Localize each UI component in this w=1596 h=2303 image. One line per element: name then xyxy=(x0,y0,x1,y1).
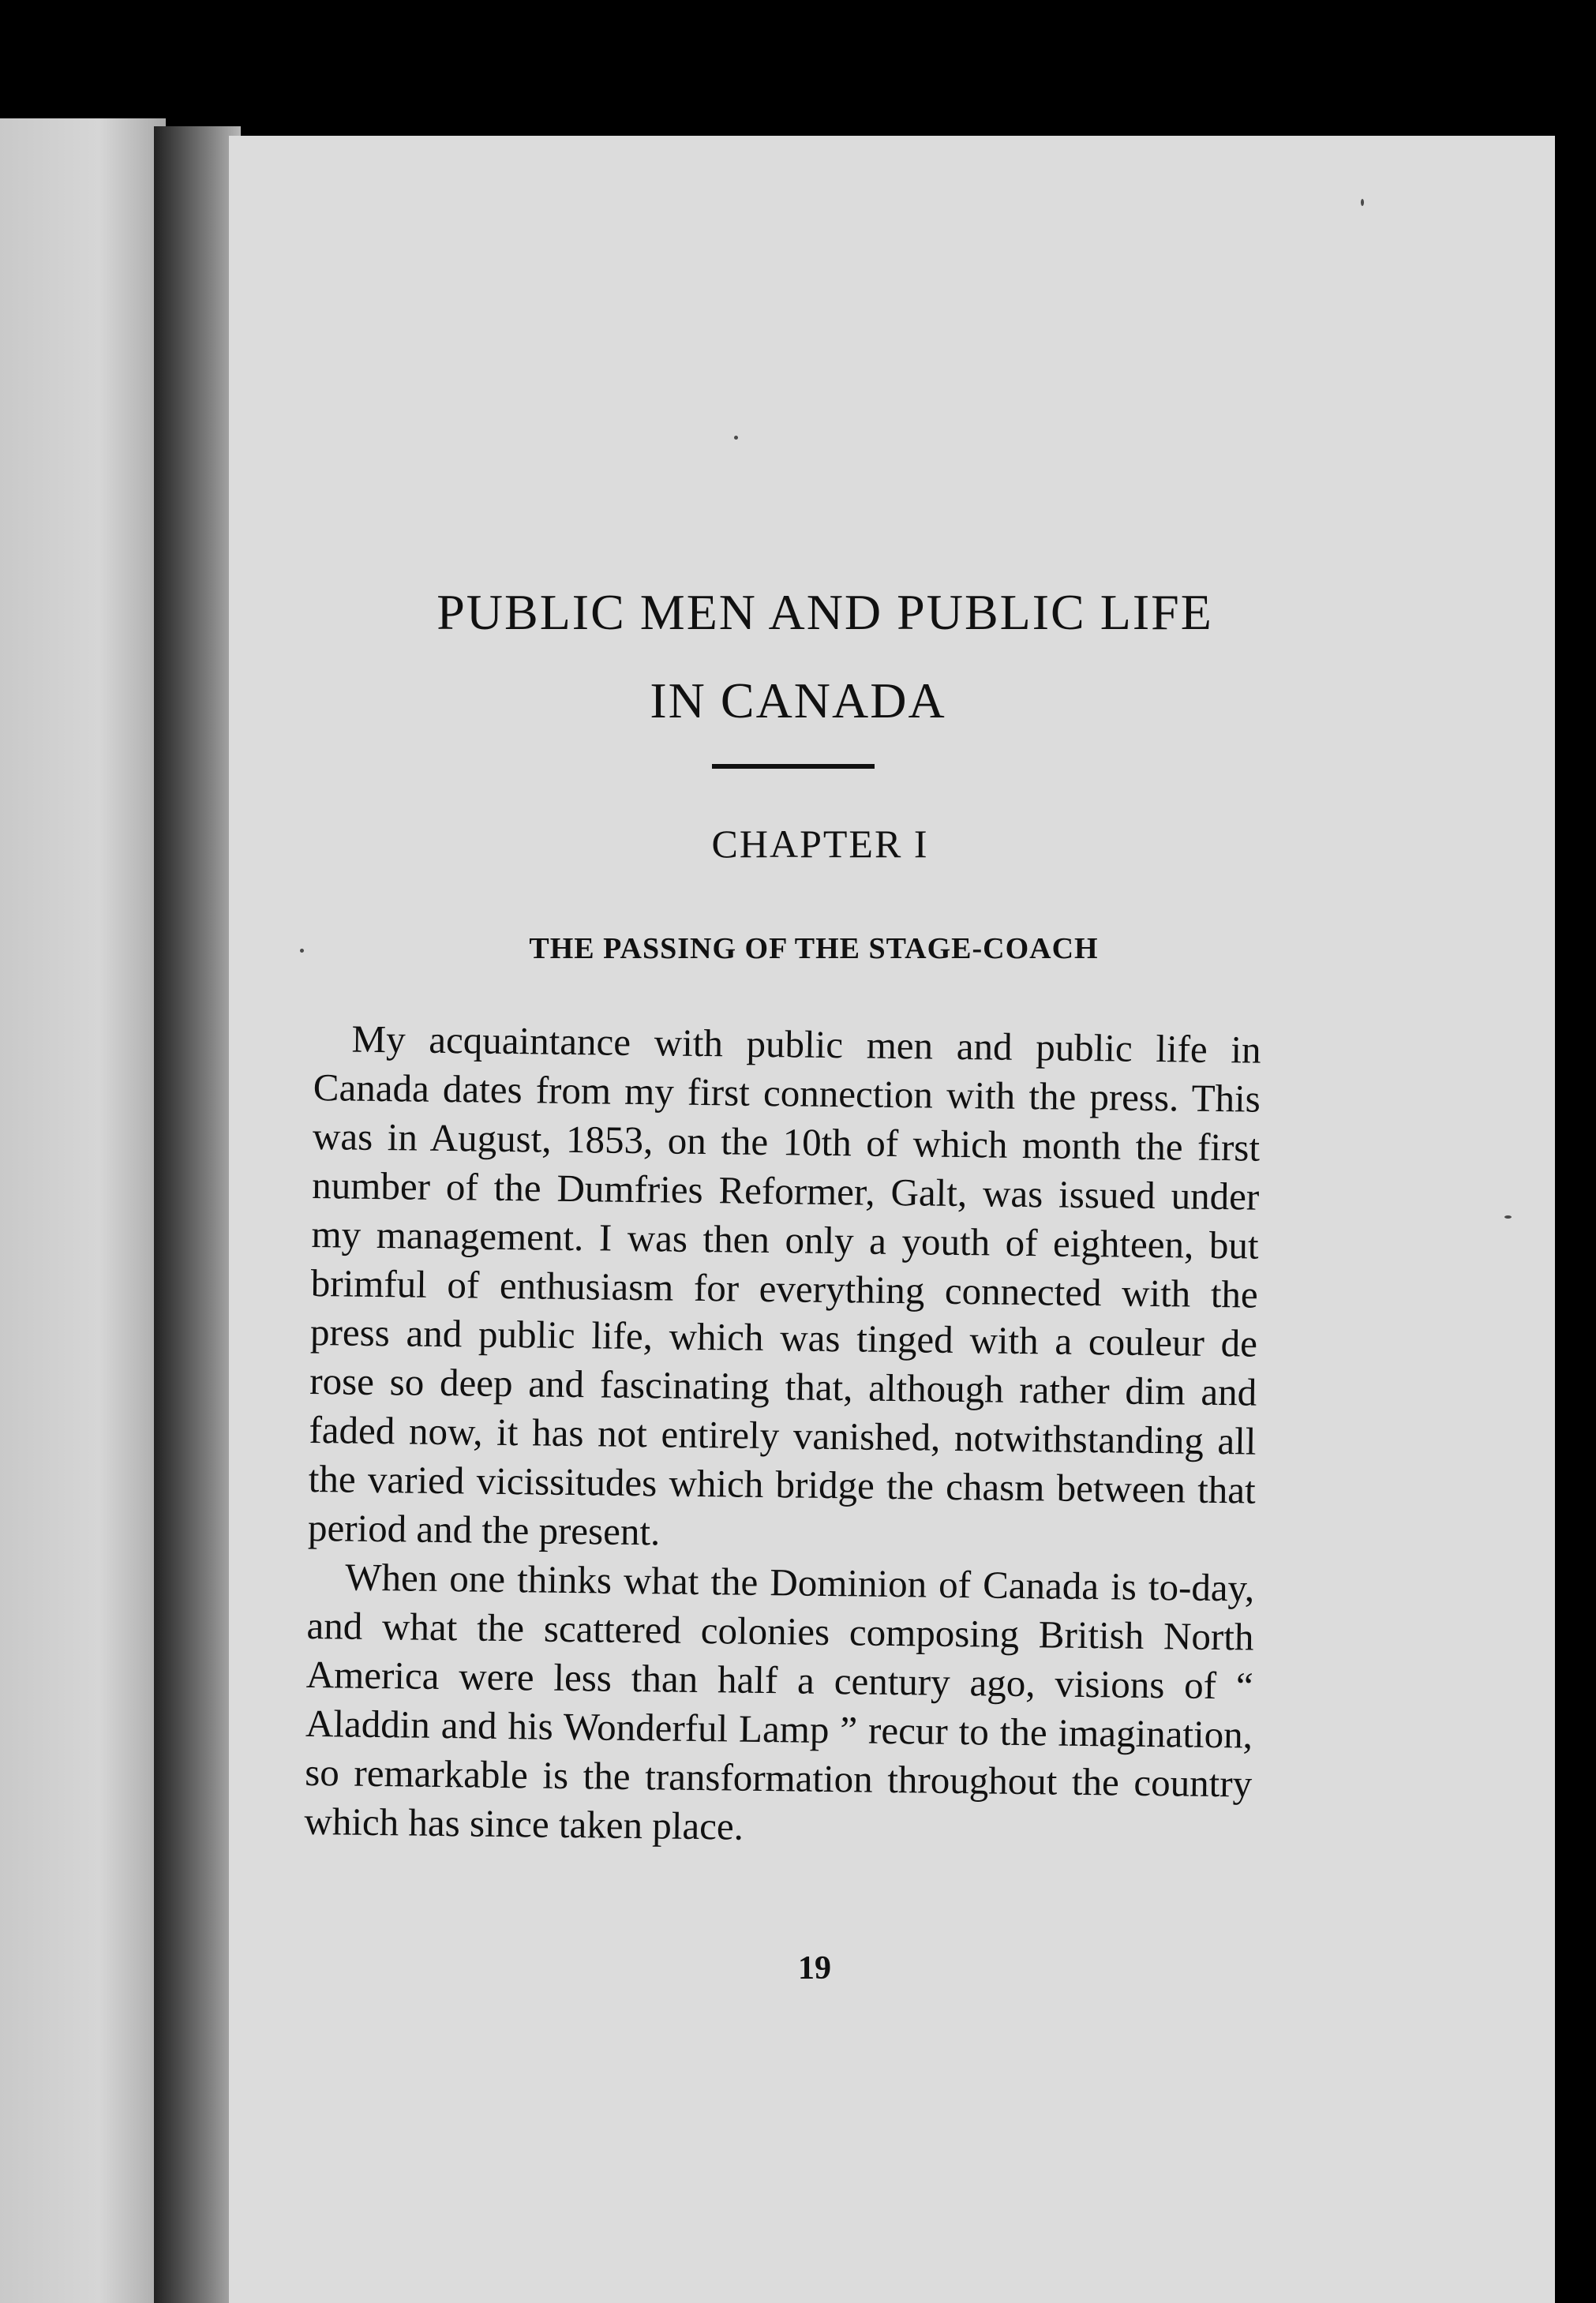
book-title-line-2: IN CANADA xyxy=(650,672,946,728)
scan-speck xyxy=(1504,1215,1512,1219)
book-title xyxy=(0,568,1596,745)
scan-speck xyxy=(1361,199,1364,206)
page-number: 19 xyxy=(798,1950,831,1987)
chapter-heading: CHAPTER I xyxy=(711,822,929,866)
scan-speck xyxy=(734,436,738,440)
title-divider-rule xyxy=(712,764,875,769)
chapter-body xyxy=(304,1014,1261,1858)
paragraph-1: My acquaintance with public men and public life in Canada dates from my first connection with the press. This was in August, 1853, on the 10th of which month the first number of the Dumfries Reformer, Galt, was issued under my management. I was then only a youth of eighteen, but brimful of enthusiasm for everything connected with the press and public life, which was tinged with a couleur de rose so deep and fascinating that, although rather dim and faded now, it has not entirely vanished, notwithstanding all the varied vicissitudes which bridge the chasm between that period and the present. xyxy=(307,1017,1261,1554)
paragraph-2: When one thinks what the Dominion of Canada is to-day, and what the scattered colonies composing British North America were less than half a century ago, visions of “ Aladdin and his Wonderful Lamp ” recur to the imagination, so remarkable is the transformation throughout the country which has since taken place. xyxy=(304,1555,1255,1848)
book-title-line-1: PUBLIC MEN AND PUBLIC LIFE xyxy=(436,584,1213,640)
chapter-subtitle: THE PASSING OF THE STAGE-COACH xyxy=(529,932,1099,965)
